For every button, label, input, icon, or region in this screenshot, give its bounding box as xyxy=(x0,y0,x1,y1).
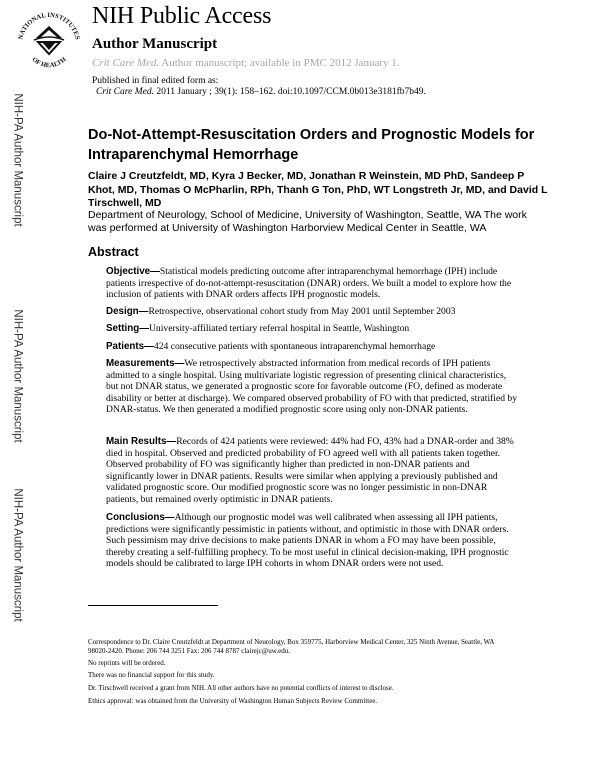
section-text: Retrospective, observational cohort study from May 2001 until September 2003 xyxy=(148,306,456,317)
sidebar-label: NIH-PA Author Manuscript xyxy=(12,93,24,227)
section-label: Patients— xyxy=(106,341,154,352)
section-text: We retrospectively abstracted information from medical records of IPH patients admitted to a single hospital. Using multivariate logistic regression of presenting clinical characteristics, but not DNAR status, we generated a prognostic score for favorable outcome (FO, defined as moderate disability or better at discharge). We compared observed probability of FO with that predicted, stratified by DNAR-status. We then generated a modified prognostic score using only non-DNAR patients. xyxy=(106,358,518,416)
section-label: Main Results— xyxy=(106,436,177,447)
section-label: Objective— xyxy=(106,266,160,277)
availability-text: Author manuscript; available in PMC 2012 January 1. xyxy=(159,57,400,69)
logo-text-top: NATIONAL INSTITUTES xyxy=(17,11,81,41)
sidebar-label: NIH-PA Author Manuscript xyxy=(12,488,24,622)
section-text: 424 consecutive patients with spontaneous intraparenchymal hemorrhage xyxy=(153,341,436,352)
journal-name: Crit Care Med. xyxy=(92,57,160,69)
section-text: Statistical models predicting outcome after intraparenchymal hemorrhage (IPH) include patients irrespective of do-not-attempt-resuscitation (DNAR) orders. We built a model to explore how the inclusion of patients with DNAR orders affects IPH prognostic models. xyxy=(106,266,512,301)
sidebar-label: NIH-PA Author Manuscript xyxy=(12,309,24,443)
abstract-measurements xyxy=(106,358,518,416)
nih-logo xyxy=(12,4,86,78)
published-in-label: Published in final edited form as: xyxy=(92,76,219,86)
abstract-objective xyxy=(106,266,518,301)
footnote-correspondence: Correspondence to Dr. Claire Creutzfeldt at Department of Neurology, Box 359775, Harborview Medical Center, 325 Ninth Avenue, Seattle, WA 98020-2420. Phone: 206 744 3251 Fax: 206 744 8787 clairejc@uw.edu. xyxy=(88,638,495,655)
logo-text-bottom: OF HEALTH xyxy=(30,56,68,70)
section-text: Although our prognostic model was well calibrated when assessing all IPH patients, predictions were significantly pessimistic in patients without, and optimistic in those with DNAR orders. Such pessimism may drive decisions to make patients DNAR in whom a FO may have been possible, thereby creating a self-fulfilling prophecy. To be most useful in clinical decision-making, IPH prognostic models should be calibrated to large IPH cohorts in whom DNAR orders were not used. xyxy=(106,512,509,570)
footnote-conflicts: Dr. Tirschwell received a grant from NIH. All other authors have no potential conflicts of interest to disclose. xyxy=(88,684,394,692)
citation-line xyxy=(96,87,426,97)
journal-availability xyxy=(92,57,400,69)
section-label: Measurements— xyxy=(106,358,185,369)
abstract-patients xyxy=(106,341,518,353)
abstract-setting xyxy=(106,323,518,335)
eagle-emblem-icon xyxy=(34,26,64,54)
section-label: Setting— xyxy=(106,323,149,334)
section-text: Records of 424 patients were reviewed: 44% had FO, 43% had a DNAR-order and 38% died in hospital. Observed and predicted probability of FO agreed well with all patients taken together. Observed probability of FO was significantly higher than predicted in non-DNAR patients and significantly lower in DNAR patients. Results were similar when applying a previously published and validated prognostic score. Our modified prognostic score was no longer pessimistic in non-DNAR patients, but remained overly optimistic in DNAR patients. xyxy=(106,436,514,505)
header-title: NIH Public Access xyxy=(92,3,272,29)
citation-journal: Crit Care Med. xyxy=(96,87,154,97)
author-list: Claire J Creutzfeldt, MD, Kyra J Becker, MD, Jonathan R Weinstein, MD PhD, Sandeep P Khot, MD, Thomas O McPharlin, RPh, Thanh G Ton, PhD, WT Longstreth Jr, MD, and David L Tirschwell, MD xyxy=(88,170,548,209)
footnote-divider xyxy=(88,605,218,606)
section-label: Conclusions— xyxy=(106,512,175,523)
abstract-conclusions xyxy=(106,512,518,570)
footnote-reprints: No reprints will be ordered. xyxy=(88,659,166,667)
citation-details: 2011 January ; 39(1): 158–162. doi:10.1097/CCM.0b013e3181fb7b49. xyxy=(153,87,426,97)
article-title: Do-Not-Attempt-Resuscitation Orders and Prognostic Models for Intraparenchymal Hemorrhage xyxy=(88,127,535,163)
footnote-ethics: Ethics approval: was obtained from the University of Washington Human Subjects Review Committee. xyxy=(88,697,378,705)
abstract-design xyxy=(106,306,518,318)
abstract-heading: Abstract xyxy=(88,245,139,259)
abstract-main-results xyxy=(106,436,518,506)
affiliation: Department of Neurology, School of Medicine, University of Washington, Seattle, WA The work was performed at University of Washington Harborview Medical Center in Seattle, WA xyxy=(88,209,527,234)
footnote-funding: There was no financial support for this study. xyxy=(88,671,215,679)
svg-text:OF HEALTH xyxy=(30,56,68,70)
section-label: Design— xyxy=(106,306,149,317)
header-subtitle: Author Manuscript xyxy=(92,36,218,52)
section-text: University-affiliated tertiary referral hospital in Seattle, Washington xyxy=(149,323,410,334)
